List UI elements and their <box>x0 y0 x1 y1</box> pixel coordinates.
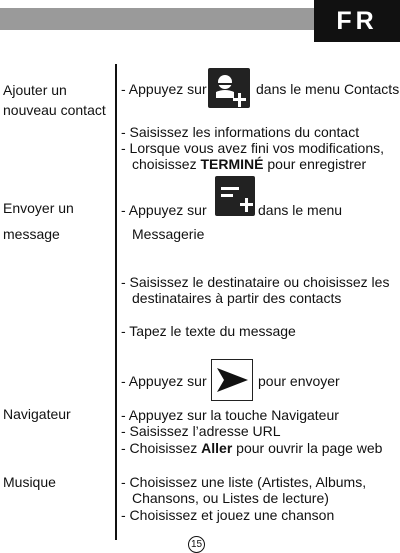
label-line: Navigateur <box>3 406 71 422</box>
section-label-add-contact <box>3 80 106 120</box>
page-number: 15 <box>188 536 205 553</box>
step-text: choisissez <box>132 156 197 172</box>
step-line: - Appuyez sur la touche Navigateur <box>121 407 339 423</box>
section-label-browser <box>3 404 71 424</box>
step-line: - Saisissez l’adresse URL <box>121 423 281 439</box>
step-line: Messagerie <box>132 226 205 242</box>
step-line: - Saisissez les informations du contact <box>121 124 360 140</box>
step-suffix: dans le menu <box>258 202 343 218</box>
label-line: Musique <box>3 474 56 490</box>
step-line: - Tapez le texte du message <box>121 323 296 339</box>
step-prefix: - Appuyez sur <box>121 81 207 97</box>
step-line: - Choisissez une liste (Artistes, Albums, <box>121 474 367 490</box>
step-line <box>121 81 207 97</box>
step-bold-text: TERMINÉ <box>200 156 264 172</box>
step-bold-text: Aller <box>201 440 233 456</box>
label-line: Envoyer un <box>3 200 74 216</box>
section-label-send-message <box>3 198 74 244</box>
step-line <box>132 156 366 172</box>
step-line <box>121 440 382 456</box>
step-line: - Choisissez et jouez une chanson <box>121 507 335 523</box>
step-text: pour ouvrir la page web <box>236 440 383 456</box>
header-bar <box>0 8 314 30</box>
add-contact-icon <box>208 68 250 108</box>
step-line: - Lorsque vous avez fini vos modifications, <box>121 140 385 156</box>
label-line: nouveau contact <box>3 102 106 118</box>
step-line: destinataires à partir des contacts <box>132 290 342 306</box>
step-line: - Saisissez le destinataire ou choisissez les <box>121 274 390 290</box>
new-message-icon <box>215 176 255 216</box>
step-text: - Choisissez <box>121 440 198 456</box>
column-divider <box>115 64 117 540</box>
step-line: - Appuyez sur <box>121 373 207 389</box>
step-suffix: dans le menu Contacts <box>256 81 400 97</box>
step-line: Chansons, ou Listes de lecture) <box>132 490 329 506</box>
label-line: Ajouter un <box>3 82 67 98</box>
step-suffix: pour envoyer <box>258 373 340 389</box>
language-badge: FR <box>314 0 400 42</box>
label-line: message <box>3 226 60 242</box>
section-label-music <box>3 472 56 492</box>
step-line: - Appuyez sur <box>121 202 207 218</box>
step-text: pour enregistrer <box>267 156 367 172</box>
send-icon <box>211 359 253 401</box>
